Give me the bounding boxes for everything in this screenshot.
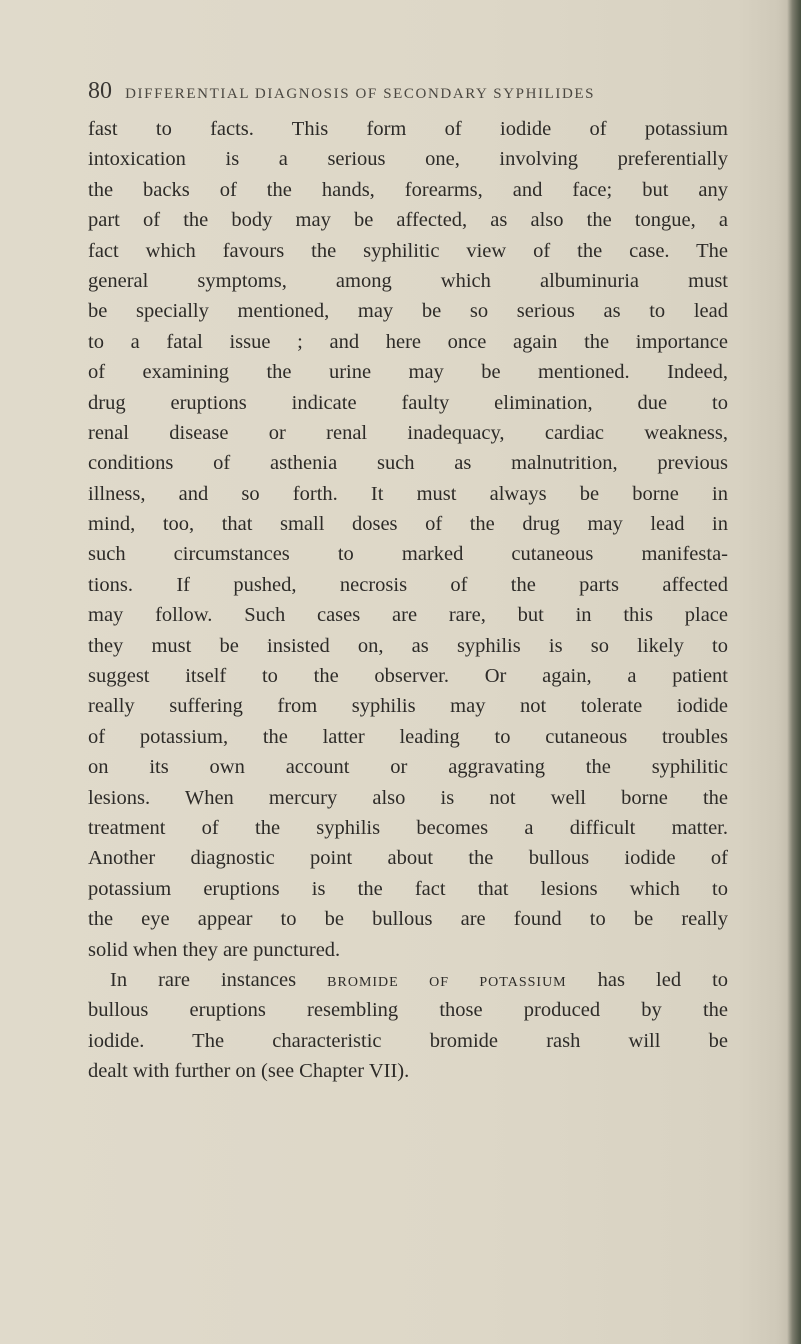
- text-line: of potassium, the latter leading to cutaneous troubles: [88, 725, 728, 748]
- text-line: fast to facts. This form of iodide of potassium: [88, 118, 728, 140]
- text-line: potassium eruptions is the fact that lesions which to: [88, 877, 728, 900]
- text-line: dealt with further on (see Chapter VII).: [88, 1060, 410, 1083]
- text-line: bullous eruptions resembling those produced by the: [88, 999, 728, 1022]
- text-line: conditions of asthenia such as malnutrition, previous: [88, 452, 728, 475]
- text-line: such circumstances to marked cutaneous manifesta-: [88, 543, 728, 566]
- text-fragment: In rare instances: [110, 968, 297, 991]
- text-line: be specially mentioned, may be so serious as to lead: [88, 300, 728, 323]
- text-line: may follow. Such cases are rare, but in this place: [88, 604, 728, 627]
- text-line: lesions. When mercury also is not well borne the: [88, 786, 728, 809]
- text-line: to a fatal issue ; and here once again the importance: [88, 330, 728, 353]
- running-head: [88, 78, 708, 108]
- text-line: general symptoms, among which albuminuria must: [88, 269, 728, 292]
- text-line: part of the body may be affected, as also the tongue, a: [88, 209, 728, 232]
- paragraph-2-first-line: [88, 965, 728, 995]
- text-line: really suffering from syphilis may not tolerate iodide: [88, 695, 728, 718]
- text-line: drug eruptions indicate faulty elimination, due to: [88, 391, 728, 414]
- text-line: solid when they are punctured.: [88, 938, 341, 961]
- text-line: fact which favours the syphilitic view of the case. The: [88, 239, 728, 262]
- text-line: tions. If pushed, necrosis of the parts affected: [88, 573, 728, 596]
- text-line: renal disease or renal inadequacy, cardiac weakness,: [88, 421, 728, 444]
- body-text: [88, 114, 728, 1087]
- text-line: of examining the urine may be mentioned. Indeed,: [88, 361, 728, 384]
- text-line: the backs of the hands, forearms, and face; but any: [88, 178, 728, 201]
- page-number: 80: [88, 78, 112, 104]
- text-line: intoxication is a serious one, involving preferentially: [88, 148, 728, 171]
- text-line: treatment of the syphilis becomes a difficult matter.: [88, 816, 728, 839]
- text-fragment: has led to: [597, 968, 729, 991]
- running-head-title: DIFFERENTIAL DIAGNOSIS OF SECONDARY SYPHILIDES: [125, 86, 596, 102]
- text-line: they must be insisted on, as syphilis is so likely to: [88, 634, 728, 657]
- text-line: illness, and so forth. It must always be borne in: [88, 482, 728, 505]
- text-line: on its own account or aggravating the syphilitic: [88, 756, 728, 779]
- text-line: Another diagnostic point about the bullous iodide of: [88, 847, 728, 870]
- text-line: the eye appear to be bullous are found to be really: [88, 908, 728, 931]
- smallcaps-term: BROMIDE OF POTASSIUM: [327, 974, 567, 990]
- text-line: mind, too, that small doses of the drug may lead in: [88, 513, 728, 536]
- text-line: iodide. The characteristic bromide rash will be: [88, 1029, 728, 1052]
- page-edge-shadow: [787, 0, 801, 1344]
- text-line: suggest itself to the observer. Or again, a patient: [88, 665, 728, 688]
